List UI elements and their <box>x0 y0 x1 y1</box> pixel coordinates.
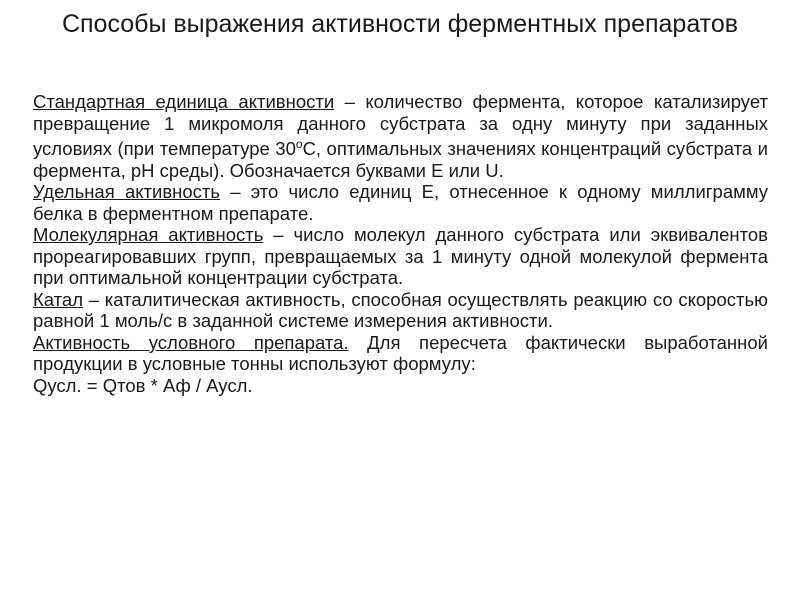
term-katal: Катал <box>33 288 84 310</box>
paragraph-conditional-activity <box>33 332 768 375</box>
slide-body <box>33 91 768 396</box>
definition-specific-activity: – это число единиц Е, отнесенное к одному миллиграмму белка в ферментном препарате. <box>33 181 768 224</box>
definition-standard-unit-part2: С, оптимальных значениях концентраций субстрата и фермента, pH среды). Обозначается буквами Е или U. <box>33 138 768 181</box>
term-standard-unit: Стандартная единица активности <box>33 91 335 112</box>
term-conditional-activity: Активность условного препарата. <box>33 331 349 353</box>
definition-conditional-activity: Для пересчета фактически выработанной продукции в условные тонны используют формулу: <box>33 331 768 375</box>
paragraph-specific-activity <box>33 181 768 224</box>
definition-standard-unit-part1: – количество фермента, которое катализирует превращение 1 микромоля данного субстрата за одну минуту при заданных условиях (при температуре 30 <box>33 91 768 160</box>
definition-molecular-activity: – число молекул данного субстрата или эквивалентов прореагировавших групп, превращаемых за 1 минуту одной молекулой фермента при оптимальной концентрации субстрата. <box>33 224 768 289</box>
formula: Qусл. = Qтов * Аф / Аусл. <box>33 374 253 396</box>
term-specific-activity: Удельная активность <box>33 181 221 203</box>
paragraph-molecular-activity <box>33 224 768 289</box>
definition-katal: – каталитическая активность, способная осуществлять реакцию со скоростью равной 1 моль/с в заданной системе измерения активности. <box>33 288 768 332</box>
degree-superscript: о <box>295 137 303 151</box>
slide-title: Способы выражения активности ферментных препаратов <box>61 10 739 38</box>
paragraph-katal <box>33 289 768 332</box>
paragraph-standard-unit <box>33 91 768 181</box>
term-molecular-activity: Молекулярная активность <box>33 224 264 246</box>
